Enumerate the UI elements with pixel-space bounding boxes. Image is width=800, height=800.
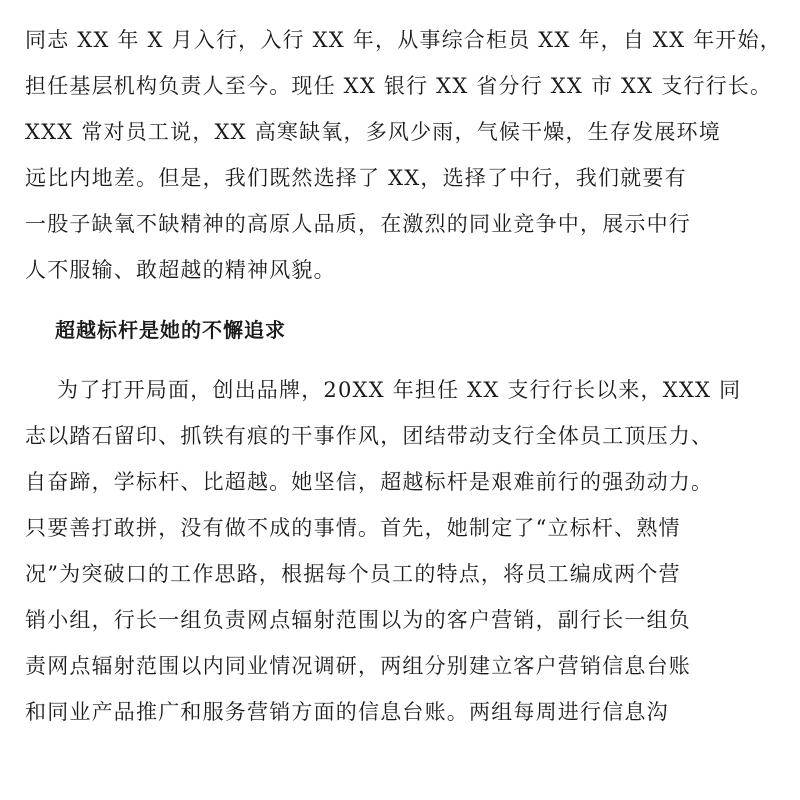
document-body	[25, 17, 782, 735]
section-heading: 超越标杆是她的不懈追求	[55, 318, 286, 342]
paragraph-benchmark	[25, 367, 742, 735]
text-line: XXX 常对员工说，XX 高寒缺氧，多风少雨，气候干燥，生存发展环境	[25, 120, 721, 144]
text-line: 同志 XX 年 X 月入行，入行 XX 年，从事综合柜员 XX 年，自 XX 年开始，	[25, 28, 782, 52]
paragraph-intro	[25, 17, 782, 293]
text-line: 和同业产品推广和服务营销方面的信息台账。两组每周进行信息沟	[25, 700, 669, 724]
text-line: 担任基层机构负责人至今。现任 XX 银行 XX 省分行 XX 市 XX 支行行长。	[25, 74, 773, 98]
text-line: 责网点辐射范围以内同业情况调研，两组分别建立客户营销信息台账	[25, 654, 691, 678]
text-line: 只要善打敢拼，没有做不成的事情。首先，她制定了“立标杆、熟情	[25, 516, 681, 540]
text-line: 销小组，行长一组负责网点辐射范围以为的客户营销，副行长一组负	[25, 608, 691, 632]
text-line: 志以踏石留印、抓铁有痕的干事作风，团结带动支行全体员工顶压力、	[25, 424, 714, 448]
text-line: 况”为突破口的工作思路，根据每个员工的特点，将员工编成两个营	[25, 562, 681, 586]
text-line: 远比内地差。但是，我们既然选择了 XX，选择了中行，我们就要有	[25, 166, 687, 190]
text-line: 人不服输、敢超越的精神风貌。	[25, 258, 336, 282]
text-line: 自奋蹄，学标杆、比超越。她坚信，超越标杆是艰难前行的强劲动力。	[25, 470, 714, 494]
text-line: 一股子缺氧不缺精神的高原人品质，在激烈的同业竞争中，展示中行	[25, 212, 691, 236]
text-line: 为了打开局面，创出品牌，20XX 年担任 XX 支行行长以来，XXX 同	[57, 378, 742, 402]
